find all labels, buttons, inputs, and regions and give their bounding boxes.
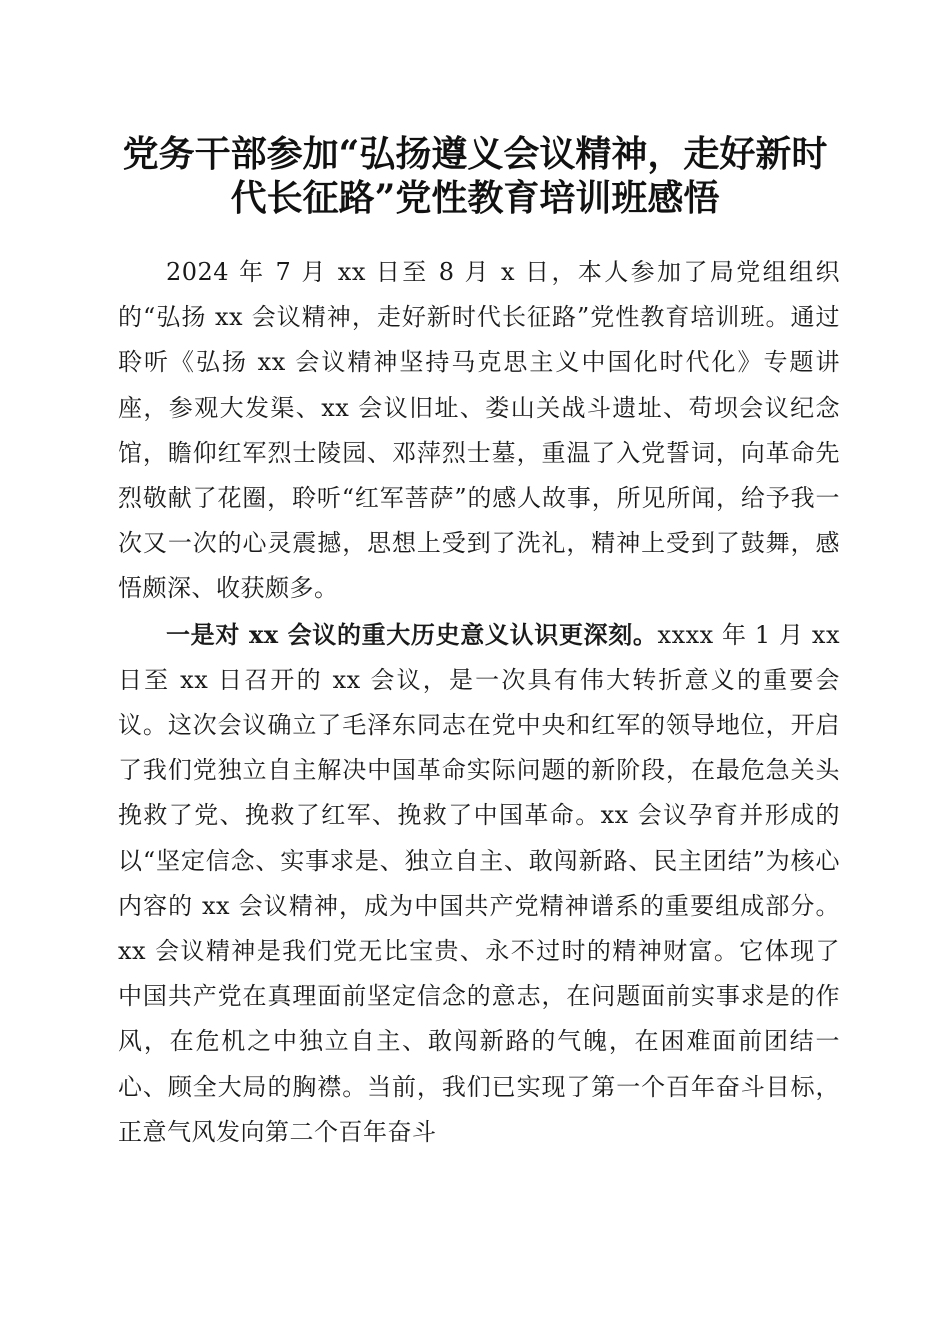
title-line-1: 党务干部参加“弘扬遵义会议精神，走好新时 (122, 133, 828, 175)
title-line-2: 代长征路”党性教育培训班感悟 (230, 177, 720, 219)
paragraph-point-one-text: xxxx 年 1 月 xx 日至 xx 日召开的 xx 会议，是一次具有伟大转折意义的重要会议。这次会议确立了毛泽东同志在党中央和红军的领导地位，开启了我们党独立自主解决中国革命实际问题的新阶段，在最危急关头挽救了党、挽救了红军、挽救了中国革命。xx 会议孕育并形成的以“坚定信念、实事求是、独立自主、敢闯新路、民主团结”为核心内容的 xx 会议精神，成为中国共产党精神谱系的重要组成部分。xx 会议精神是我们党无比宝贵、永不过时的精神财富。它体现了中国共产党在真理面前坚定信念的意志，在问题面前实事求是的作风，在危机之中独立自主、敢闯新路的气魄，在困难面前团结一心、顾全大局的胸襟。当前，我们已实现了第一个百年奋斗目标，正意气风发向第二个百年奋斗 (118, 620, 841, 1146)
paragraph-point-one (118, 612, 840, 1155)
paragraph-intro-text: 2024 年 7 月 xx 日至 8 月 x 日，本人参加了局党组组织的“弘扬 xx 会议精神，走好新时代长征路”党性教育培训班。通过聆听《弘扬 xx 会议精神坚持马克思主义中国化时代化》专题讲座，参观大发渠、xx 会议旧址、娄山关战斗遗址、苟坝会议纪念馆，瞻仰红军烈士陵园、邓萍烈士墓，重温了入党誓词，向革命先烈敬献了花圈，聆听“红军菩萨”的感人故事，所见所闻，给予我一次又一次的心灵震撼，思想上受到了洗礼，精神上受到了鼓舞，感悟颇深、收获颇多。 (118, 258, 840, 603)
document-title (110, 132, 840, 220)
document-body (118, 250, 840, 1155)
paragraph-intro (118, 250, 840, 612)
paragraph-point-one-lead: 一是对 xx 会议的重大历史意义认识更深刻。 (166, 619, 658, 649)
